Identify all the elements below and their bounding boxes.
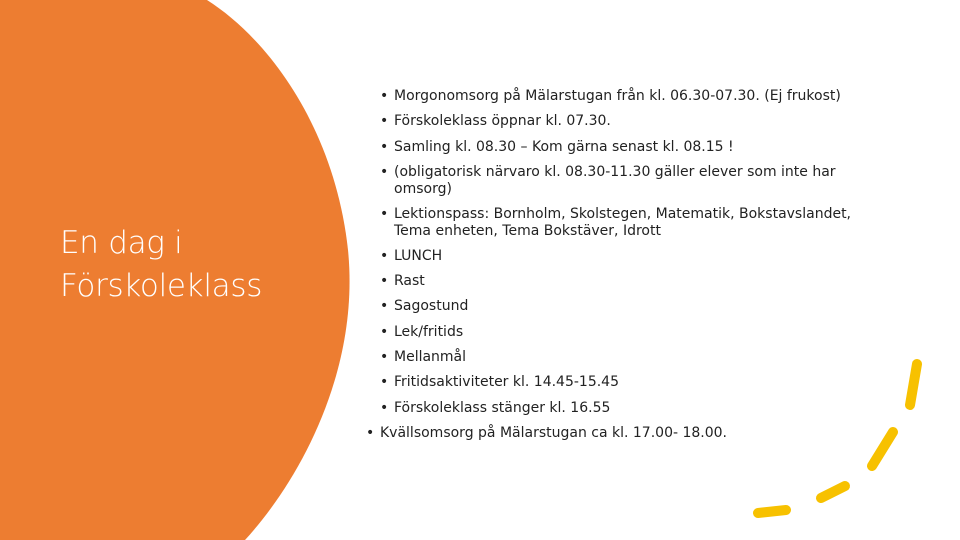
schedule-list: [360, 84, 890, 446]
list-item: [360, 421, 890, 446]
list-item-text: Rast: [394, 273, 425, 290]
list-item-text: Förskoleklass stänger kl. 16.55: [394, 399, 611, 416]
bullet-icon: •: [380, 88, 389, 104]
list-item-text: LUNCH: [394, 247, 443, 264]
list-item: [360, 202, 890, 244]
list-item: [360, 294, 890, 319]
list-item: [360, 345, 890, 370]
list-item-text: Förskoleklass öppnar kl. 07.30.: [394, 113, 611, 130]
bullet-icon: •: [366, 424, 375, 441]
bullet-icon: •: [380, 247, 389, 264]
bullet-icon: •: [380, 163, 389, 180]
list-item-text: Lek/fritids: [394, 323, 464, 340]
bullet-icon: •: [380, 374, 389, 391]
list-item: [360, 160, 890, 202]
list-item: [360, 109, 890, 134]
list-item-text: Kvällsomsorg på Mälarstugan ca kl. 17.00- 18.00.: [380, 424, 728, 441]
list-item-text: Morgonomsorg på Mälarstugan från kl. 06.30-07.30. (Ej frukost): [394, 88, 841, 104]
list-item-text: Sagostund: [394, 298, 469, 315]
list-item: [360, 135, 890, 160]
list-item-text: Mellanmål: [394, 349, 467, 366]
list-item: [360, 244, 890, 269]
list-item: [360, 396, 890, 421]
slide-title: En dag i Förskoleklass: [60, 225, 263, 304]
list-item: [360, 269, 890, 294]
list-item-text: (obligatorisk närvaro kl. 08.30-11.30 gäller elever som inte har omsorg): [394, 163, 836, 197]
bullet-icon: •: [380, 323, 389, 340]
list-item: [360, 84, 890, 109]
bullet-icon: •: [380, 205, 389, 222]
list-item-text: Lektionspass: Bornholm, Skolstegen, Matematik, Bokstavslandet, Tema enheten, Tema Bokstäver, Idrott: [394, 205, 852, 239]
bullet-icon: •: [380, 399, 389, 416]
bullet-icon: •: [380, 138, 389, 155]
list-item-text: Fritidsaktiviteter kl. 14.45-15.45: [394, 374, 619, 391]
bullet-icon: •: [380, 349, 389, 366]
bullet-icon: •: [380, 113, 389, 130]
list-item: [360, 370, 890, 395]
bullet-icon: •: [380, 298, 389, 315]
list-item-text: Samling kl. 08.30 – Kom gärna senast kl. 08.15 !: [394, 138, 734, 155]
list-item: [360, 320, 890, 345]
bullet-icon: •: [380, 273, 389, 290]
